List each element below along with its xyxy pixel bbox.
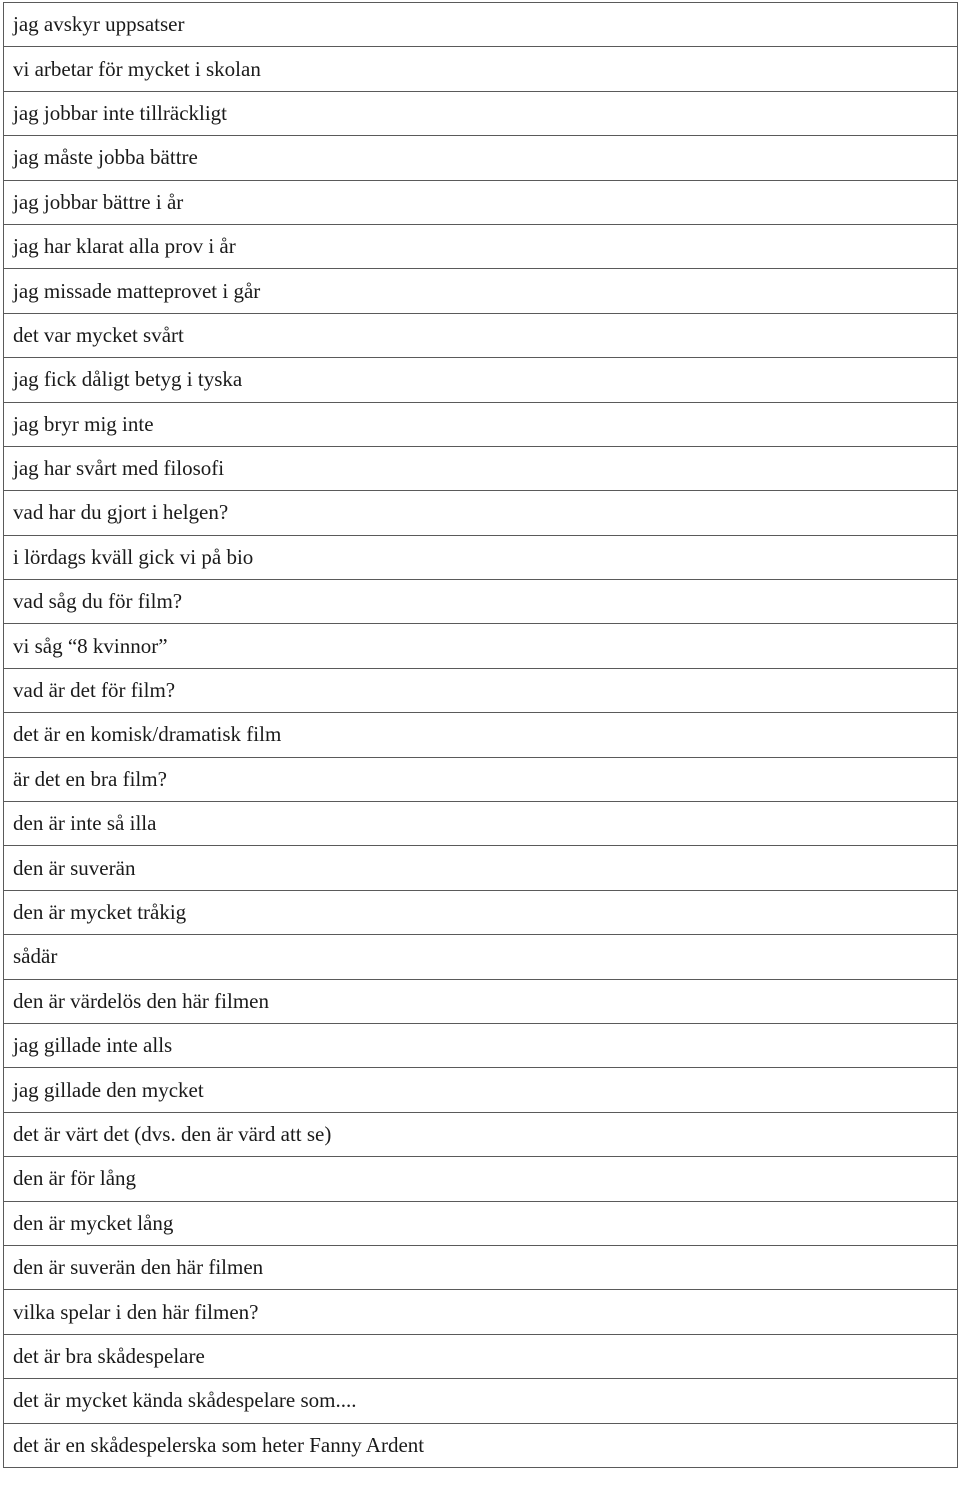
- phrase-cell: jag gillade inte alls: [4, 1023, 958, 1067]
- phrase-cell: jag måste jobba bättre: [4, 136, 958, 180]
- phrase-cell: det är bra skådespelare: [4, 1334, 958, 1378]
- table-row: [4, 313, 958, 357]
- phrase-cell: det är mycket kända skådespelare som....: [4, 1379, 958, 1423]
- table-row: [4, 1379, 958, 1423]
- phrase-cell: jag jobbar inte tillräckligt: [4, 91, 958, 135]
- phrase-table-body: [4, 3, 958, 1468]
- table-row: [4, 47, 958, 91]
- table-row: [4, 668, 958, 712]
- phrase-cell: jag jobbar bättre i år: [4, 180, 958, 224]
- table-row: [4, 1423, 958, 1467]
- phrase-cell: sådär: [4, 935, 958, 979]
- table-row: [4, 846, 958, 890]
- table-row: [4, 224, 958, 268]
- phrase-cell: den är mycket lång: [4, 1201, 958, 1245]
- table-row: [4, 979, 958, 1023]
- table-row: [4, 757, 958, 801]
- table-row: [4, 1157, 958, 1201]
- phrase-cell: den är för lång: [4, 1157, 958, 1201]
- phrase-cell: den är mycket tråkig: [4, 890, 958, 934]
- phrase-cell: vi såg “8 kvinnor”: [4, 624, 958, 668]
- phrase-cell: jag gillade den mycket: [4, 1068, 958, 1112]
- table-row: [4, 580, 958, 624]
- phrase-cell: vi arbetar för mycket i skolan: [4, 47, 958, 91]
- phrase-cell: i lördags kväll gick vi på bio: [4, 535, 958, 579]
- phrase-cell: jag avskyr uppsatser: [4, 3, 958, 47]
- phrase-cell: det är en komisk/dramatisk film: [4, 713, 958, 757]
- phrase-cell: vad såg du för film?: [4, 580, 958, 624]
- table-row: [4, 1023, 958, 1067]
- phrase-cell: den är suverän den här filmen: [4, 1245, 958, 1289]
- phrase-cell: det är värt det (dvs. den är värd att se): [4, 1112, 958, 1156]
- phrase-cell: vad har du gjort i helgen?: [4, 491, 958, 535]
- table-row: [4, 1068, 958, 1112]
- phrase-cell: jag fick dåligt betyg i tyska: [4, 358, 958, 402]
- phrase-cell: det är en skådespelerska som heter Fanny Ardent: [4, 1423, 958, 1467]
- table-row: [4, 1290, 958, 1334]
- table-row: [4, 624, 958, 668]
- table-row: [4, 1112, 958, 1156]
- table-row: [4, 935, 958, 979]
- table-row: [4, 358, 958, 402]
- phrase-cell: jag har svårt med filosofi: [4, 446, 958, 490]
- table-row: [4, 1334, 958, 1378]
- phrase-cell: jag missade matteprovet i går: [4, 269, 958, 313]
- table-row: [4, 180, 958, 224]
- table-row: [4, 713, 958, 757]
- table-row: [4, 91, 958, 135]
- phrase-cell: den är värdelös den här filmen: [4, 979, 958, 1023]
- phrase-cell: är det en bra film?: [4, 757, 958, 801]
- table-row: [4, 136, 958, 180]
- phrase-cell: det var mycket svårt: [4, 313, 958, 357]
- phrase-table: [3, 2, 958, 1468]
- table-row: [4, 269, 958, 313]
- table-row: [4, 535, 958, 579]
- phrase-cell: den är suverän: [4, 846, 958, 890]
- phrase-cell: vilka spelar i den här filmen?: [4, 1290, 958, 1334]
- table-row: [4, 890, 958, 934]
- table-row: [4, 1245, 958, 1289]
- table-row: [4, 491, 958, 535]
- phrase-cell: den är inte så illa: [4, 802, 958, 846]
- table-row: [4, 446, 958, 490]
- table-row: [4, 1201, 958, 1245]
- phrase-cell: jag har klarat alla prov i år: [4, 224, 958, 268]
- phrase-cell: vad är det för film?: [4, 668, 958, 712]
- table-row: [4, 802, 958, 846]
- phrase-cell: jag bryr mig inte: [4, 402, 958, 446]
- table-row: [4, 3, 958, 47]
- table-row: [4, 402, 958, 446]
